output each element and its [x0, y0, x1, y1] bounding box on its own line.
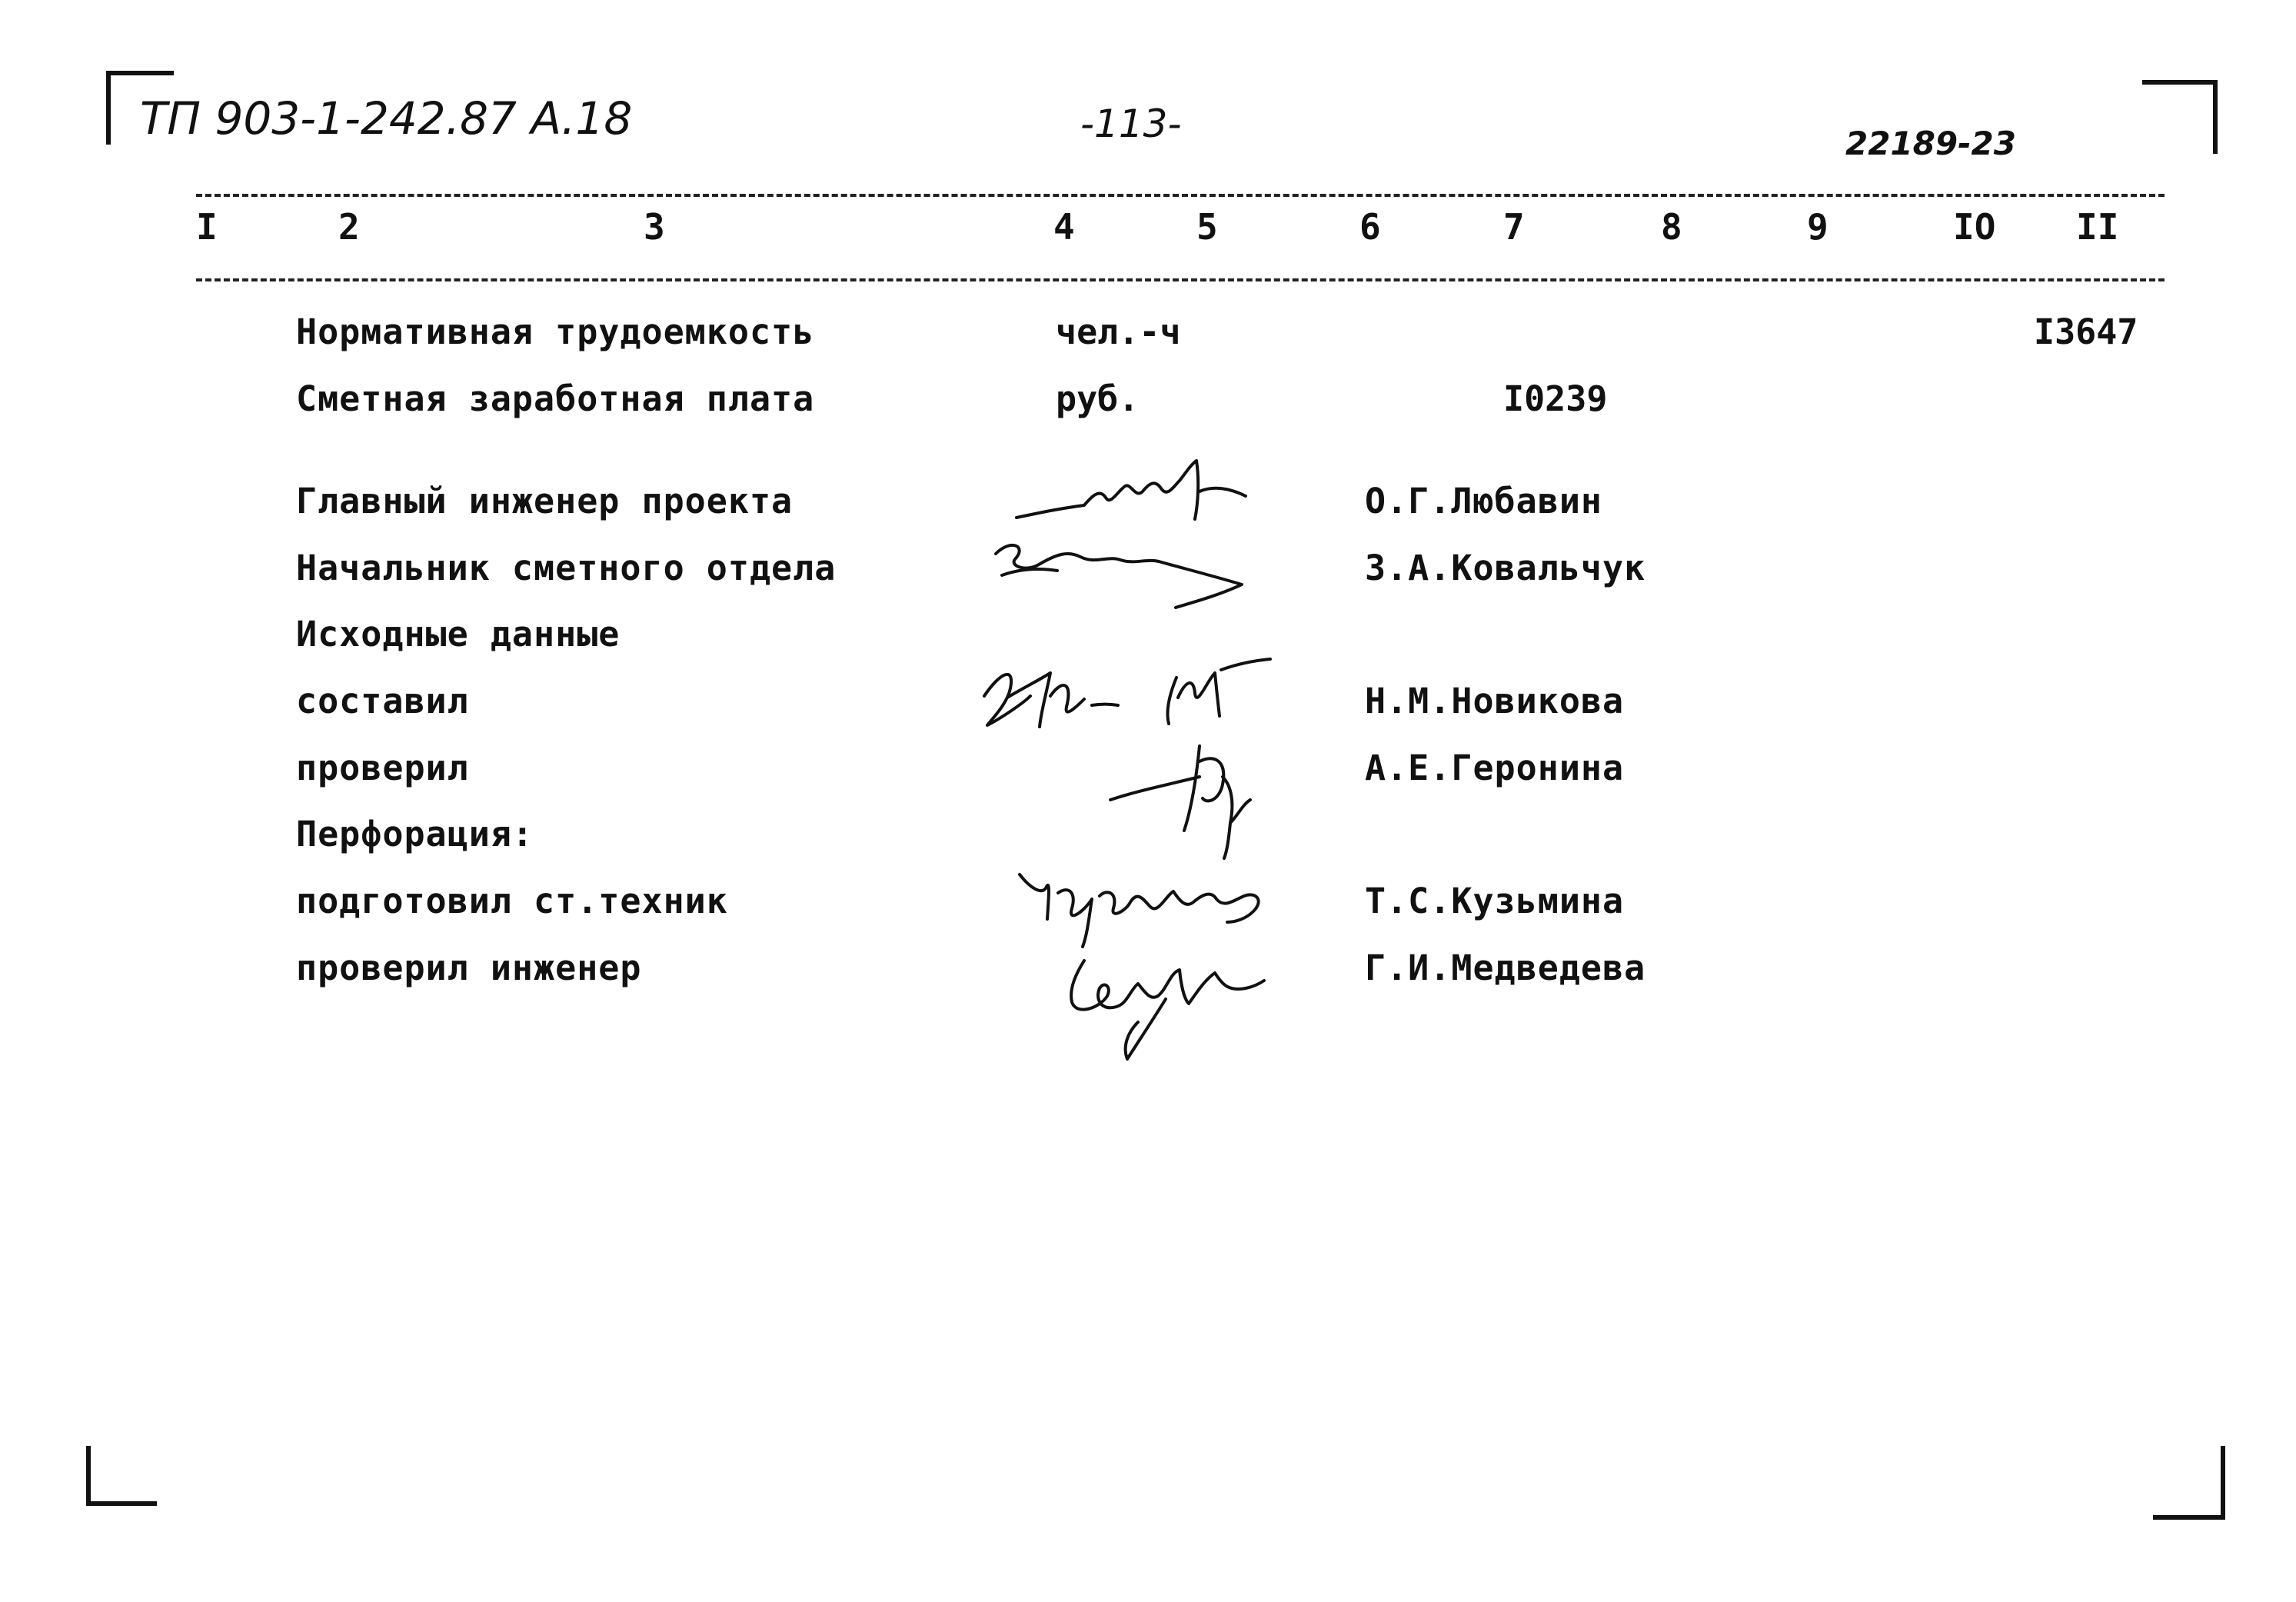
signature-role: проверил инженер — [296, 948, 642, 988]
summary-unit: руб. — [1056, 378, 1140, 419]
table-rule-top — [196, 194, 2165, 197]
column-number: 6 — [1359, 206, 1381, 248]
signature-role: проверил — [296, 748, 469, 788]
handwritten-signature-1 — [1015, 458, 1261, 535]
corner-mark-bottom-left — [86, 1501, 157, 1506]
corner-mark-top-right — [2142, 80, 2218, 85]
corner-mark-top-right — [2213, 80, 2218, 154]
signature-role: Исходные данные — [296, 614, 621, 654]
summary-value: I3647 — [2034, 311, 2138, 352]
column-number: 3 — [644, 206, 665, 248]
handwritten-signature-5 — [1015, 865, 1276, 950]
signature-role: составил — [296, 681, 469, 721]
archive-number: 22189-23 — [1845, 125, 2016, 162]
summary-label: Нормативная трудоемкость — [296, 311, 815, 352]
column-number: I — [196, 206, 218, 248]
signature-role: Перфорация: — [296, 814, 534, 854]
column-number: 2 — [338, 206, 360, 248]
corner-mark-bottom-right — [2153, 1515, 2225, 1520]
signature-role: подготовил ст.техник — [296, 881, 728, 921]
page-number: -113- — [1080, 102, 1182, 146]
signature-role: Начальник сметного отдела — [296, 548, 837, 588]
corner-mark-top-left — [106, 71, 111, 145]
corner-mark-top-left — [106, 71, 174, 75]
column-number: 9 — [1807, 206, 1828, 248]
corner-mark-bottom-left — [86, 1446, 91, 1506]
signatory-name: З.А.Ковальчук — [1365, 548, 1646, 588]
signature-role: Главный инженер проекта — [296, 481, 794, 521]
signatory-name: Т.С.Кузьмина — [1365, 881, 1625, 921]
project-code: ТП 903-1-242.87 А.18 — [140, 92, 633, 145]
signatory-name: О.Г.Любавин — [1365, 481, 1603, 521]
handwritten-signature-3 — [977, 650, 1299, 742]
column-number: 7 — [1503, 206, 1525, 248]
handwritten-signature-2 — [988, 531, 1265, 615]
column-number: 4 — [1053, 206, 1075, 248]
table-rule-bottom — [196, 278, 2165, 281]
column-number: 5 — [1196, 206, 1218, 248]
summary-unit: чел.-ч — [1056, 311, 1181, 352]
column-number: 8 — [1661, 206, 1682, 248]
signatory-name: Г.И.Медведева — [1365, 948, 1646, 988]
signatory-name: А.Е.Геронина — [1365, 748, 1625, 788]
column-number: IO — [1953, 206, 1996, 248]
handwritten-signature-6 — [1053, 942, 1269, 1065]
column-number: II — [2076, 206, 2119, 248]
signatory-name: Н.М.Новикова — [1365, 681, 1625, 721]
summary-value: I0239 — [1503, 378, 1608, 419]
summary-label: Сметная заработная плата — [296, 378, 815, 419]
handwritten-signature-4 — [1107, 731, 1284, 861]
corner-mark-bottom-right — [2221, 1446, 2225, 1520]
